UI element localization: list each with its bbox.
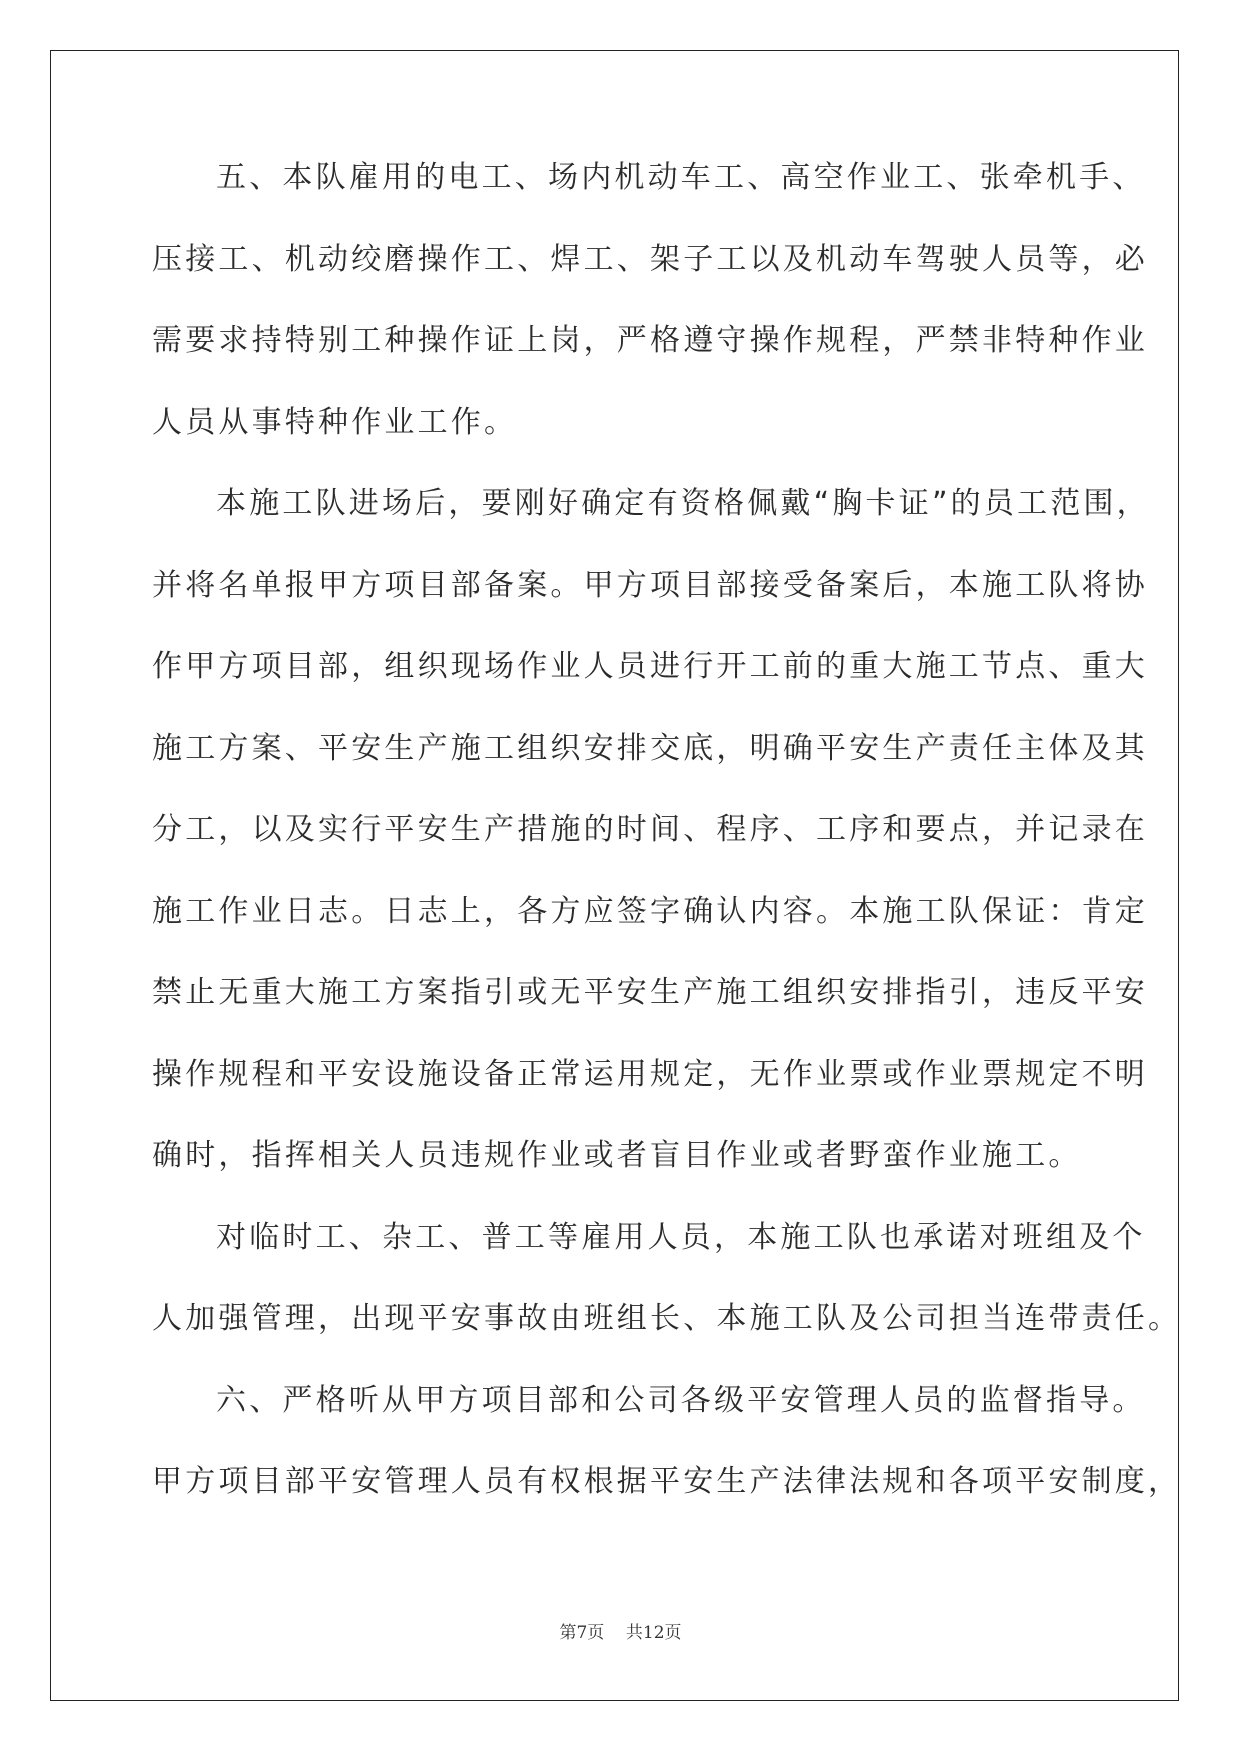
paragraph-6-line-2: 甲方项目部平安管理人员有权根据平安生产法律法规和各项平安制度， xyxy=(152,1464,1182,1499)
paragraph-5-line-2: 压接工、机动绞磨操作工、焊工、架子工以及机动车驾驶人员等，必 xyxy=(152,241,1148,277)
paragraph-badge-line-2: 并将名单报甲方项目部备案。甲方项目部接受备案后，本施工队将协 xyxy=(152,567,1148,603)
paragraph-badge-line-4: 施工方案、平安生产施工组织安排交底，明确平安生产责任主体及其 xyxy=(152,730,1148,766)
paragraph-5-line-4: 人员从事特种作业工作。 xyxy=(152,404,518,440)
paragraph-6-line-1: 六、严格听从甲方项目部和公司各级平安管理人员的监督指导。 xyxy=(216,1382,1146,1418)
page-total: 共12页 xyxy=(625,1623,682,1643)
page-number: 第7页 xyxy=(559,1623,605,1643)
paragraph-badge-line-6: 施工作业日志。日志上，各方应签字确认内容。本施工队保证：肯定 xyxy=(152,893,1148,929)
paragraph-badge-line-1: 本施工队进场后，要刚好确定有资格佩戴“胸卡证”的员工范围， xyxy=(216,486,1150,521)
paragraph-5-line-1: 五、本队雇用的电工、场内机动车工、高空作业工、张牵机手、 xyxy=(216,160,1146,195)
paragraph-badge-line-8: 操作规程和平安设施设备正常运用规定，无作业票或作业票规定不明 xyxy=(152,1056,1148,1092)
paragraph-temp-workers-line-2: 人加强管理，出现平安事故由班组长、本施工队及公司担当连带责任。 xyxy=(152,1301,1182,1336)
document-body xyxy=(152,158,1182,1544)
paragraph-badge-line-5: 分工，以及实行平安生产措施的时间、程序、工序和要点，并记录在 xyxy=(152,812,1148,847)
page-footer xyxy=(0,1618,1241,1643)
paragraph-badge-line-7: 禁止无重大施工方案指引或无平安生产施工组织安排指引，违反平安 xyxy=(152,975,1148,1010)
paragraph-5-line-3: 需要求持特别工种操作证上岗，严格遵守操作规程，严禁非特种作业 xyxy=(152,323,1148,358)
paragraph-temp-workers-line-1: 对临时工、杂工、普工等雇用人员，本施工队也承诺对班组及个 xyxy=(216,1219,1146,1255)
paragraph-badge-line-3: 作甲方项目部，组织现场作业人员进行开工前的重大施工节点、重大 xyxy=(152,649,1148,684)
paragraph-badge-line-9: 确时，指挥相关人员违规作业或者盲目作业或者野蛮作业施工。 xyxy=(152,1138,1082,1173)
